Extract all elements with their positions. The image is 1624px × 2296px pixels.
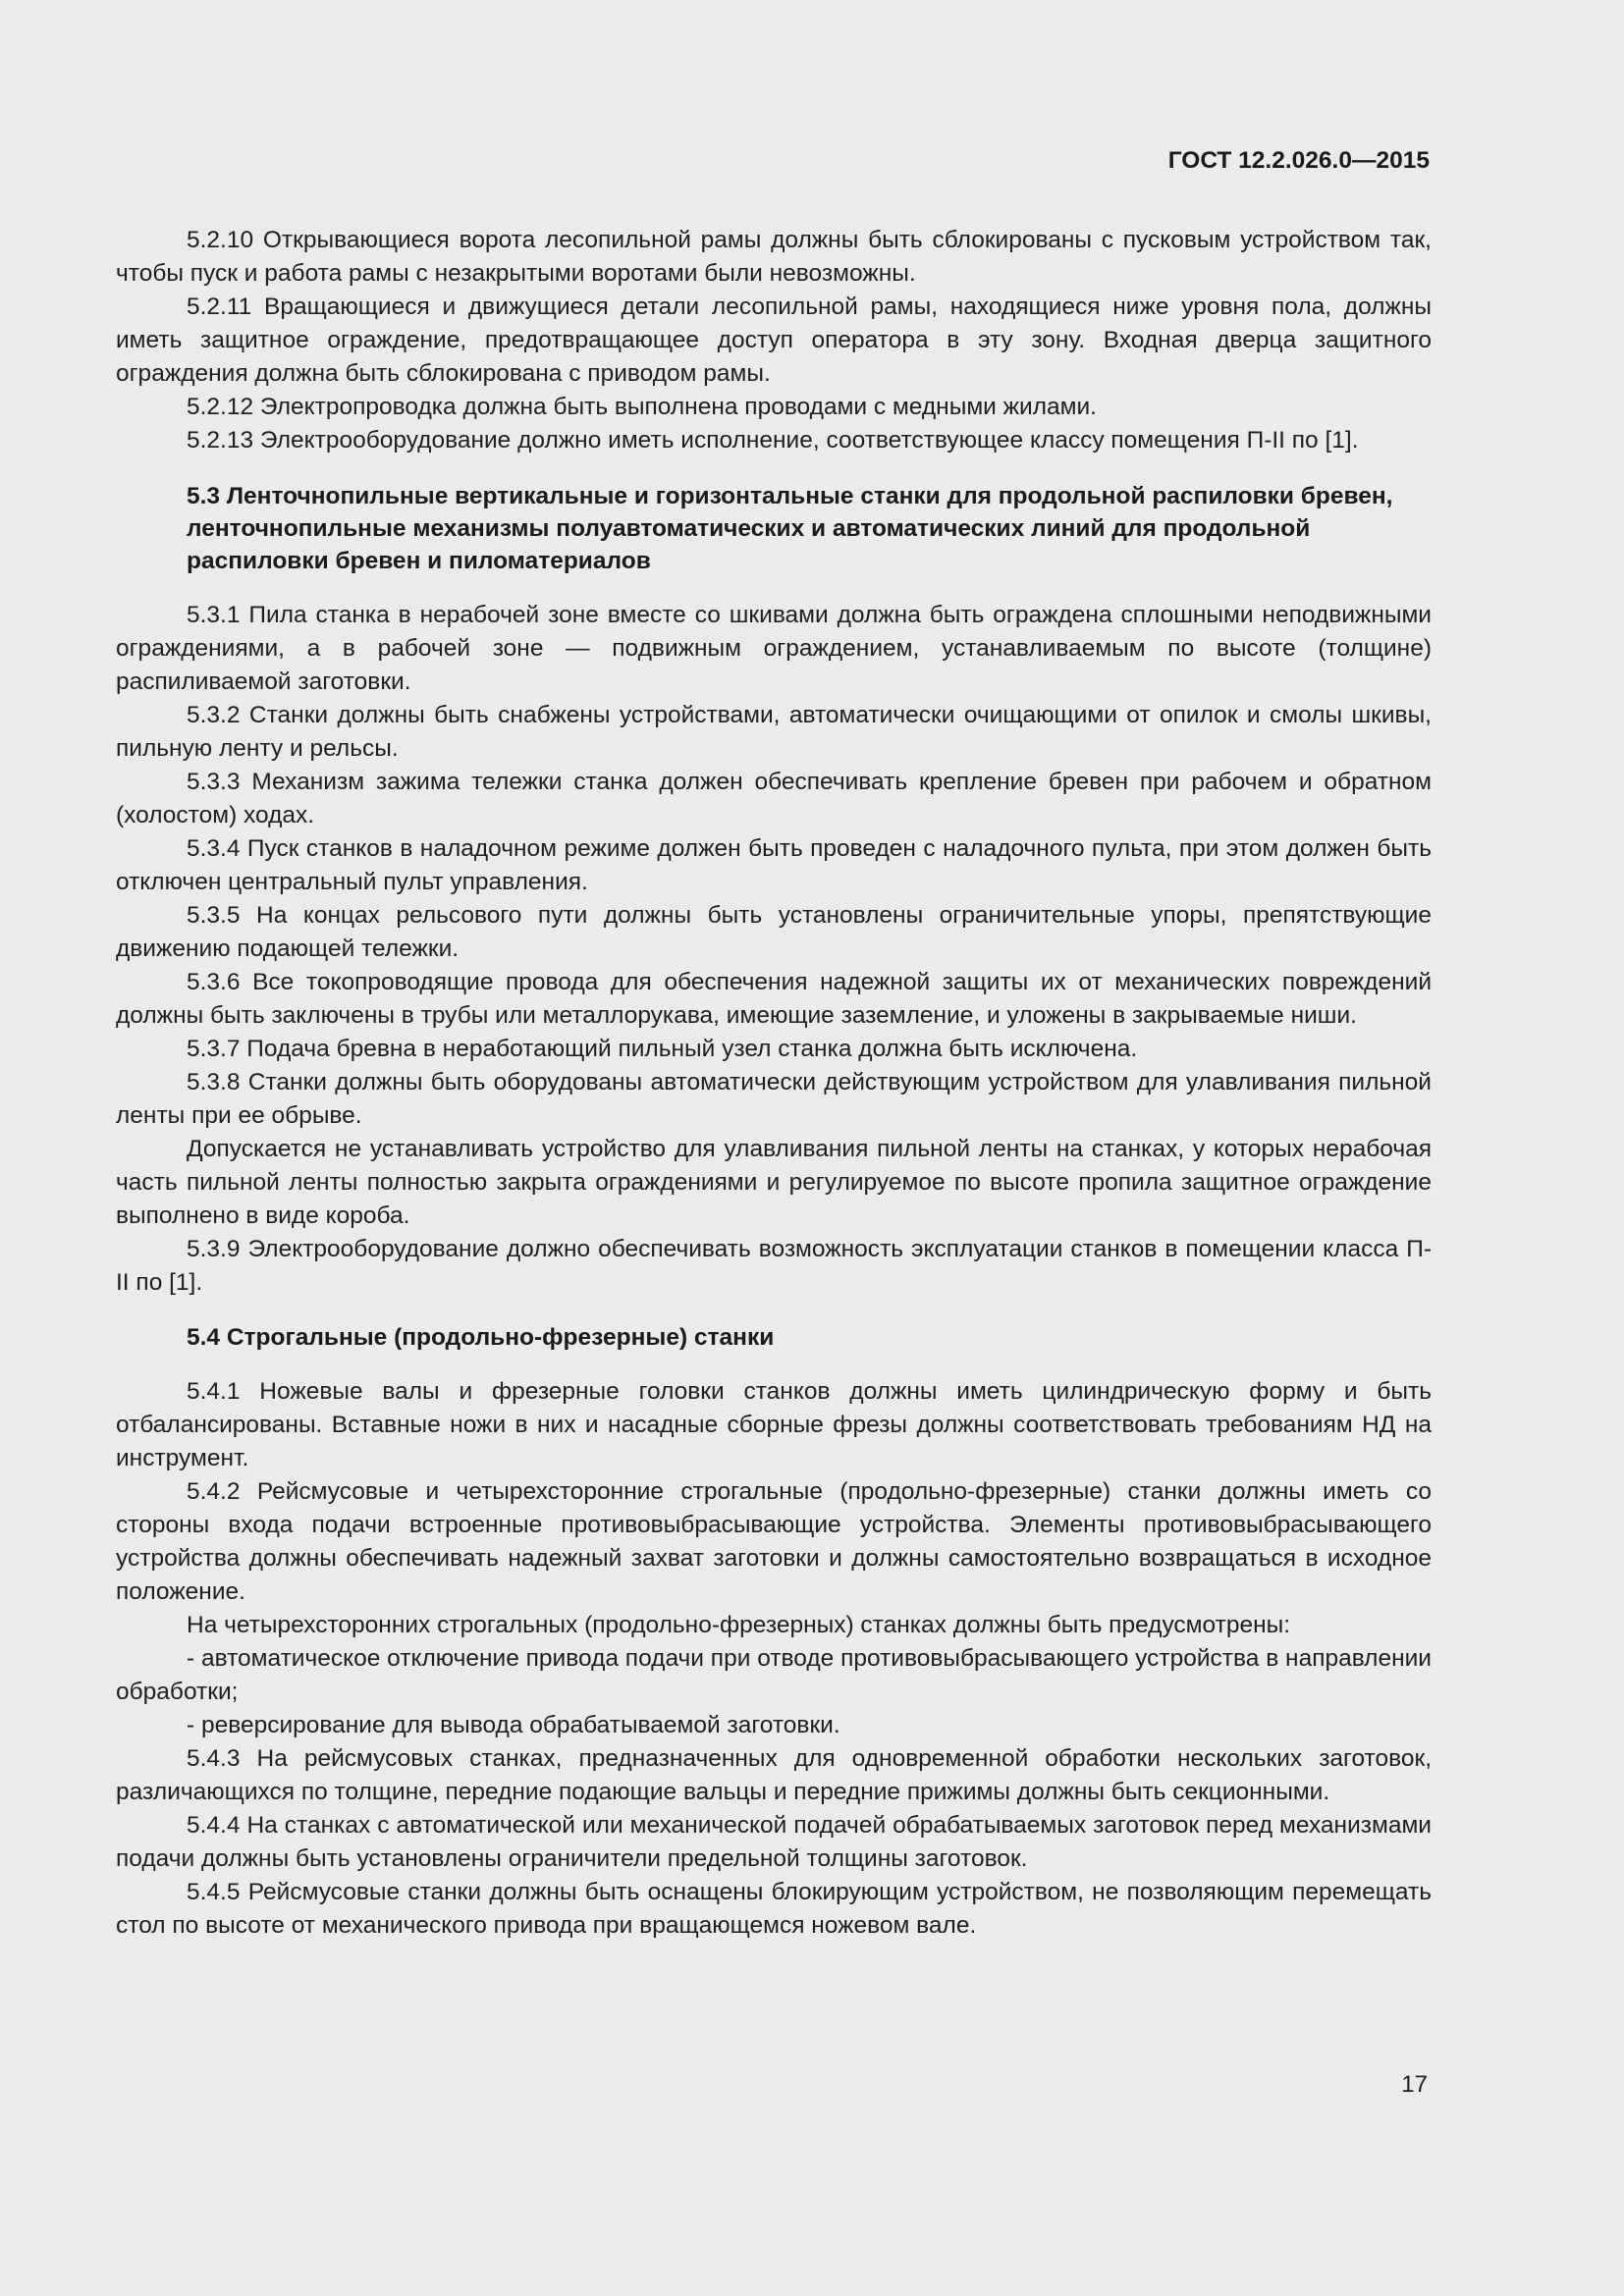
paragraph-5-3-3: 5.3.3 Механизм зажима тележки станка должен обеспечивать крепление бревен при рабочем и обратном (холостом) ходах. (116, 769, 1432, 828)
paragraph-5-3-8: 5.3.8 Станки должны быть оборудованы автоматически действующим устройством для улавливания пильной ленты при ее обрыве. (116, 1069, 1432, 1129)
paragraph-5-3-8-note: Допускается не устанавливать устройство для улавливания пильной ленты на станках, у которых нерабочая часть пильной ленты полностью закрыта ограждениями и регулируемое по высоте пропила защитное ограждение выполнено в виде короба. (116, 1136, 1432, 1229)
document-body (116, 224, 1432, 1943)
paragraph-5-3-6: 5.3.6 Все токопроводящие провода для обеспечения надежной защиты их от механических повреждений должны быть заключены в трубы или металлорукава, имеющие заземление, и уложены в закрываемые ниши. (116, 969, 1432, 1029)
paragraph-5-3-5: 5.3.5 На концах рельсового пути должны быть установлены ограничительные упоры, препятствующие движению подающей тележки. (116, 902, 1432, 962)
paragraph-5-2-13: 5.2.13 Электрооборудование должно иметь исполнение, соответствующее классу помещения П-II по [1]. (187, 427, 1359, 454)
paragraph-5-4-2: 5.4.2 Рейсмусовые и четырехсторонние строгальные (продольно-фрезерные) станки должны иметь со стороны входа подачи встроенные противовыбрасывающие устройства. Элементы противовыбрасывающего устройства должны обеспечивать надежный захват заготовки и должны самостоятельно возвращаться в исходное положение. (116, 1478, 1432, 1605)
paragraph-5-2-10: 5.2.10 Открывающиеся ворота лесопильной рамы должны быть сблокированы с пусковым устройством так, чтобы пуск и работа рамы с незакрытыми воротами были невозможны. (116, 227, 1432, 287)
paragraph-5-3-7: 5.3.7 Подача бревна в неработающий пильный узел станка должна быть исключена. (187, 1036, 1138, 1062)
paragraph-5-4-3: 5.4.3 На рейсмусовых станках, предназначенных для одновременной обработки нескольких заготовок, различающихся по толщине, передние подающие вальцы и передние прижимы должны быть секционными. (116, 1745, 1432, 1805)
page-number: 17 (1401, 2071, 1428, 2098)
paragraph-5-2-12: 5.2.12 Электропроводка должна быть выполнена проводами с медными жилами. (187, 394, 1097, 420)
paragraph-5-4-5: 5.4.5 Рейсмусовые станки должны быть оснащены блокирующим устройством, не позволяющим перемещать стол по высоте от механического привода при вращающемся ножевом вале. (116, 1879, 1432, 1939)
paragraph-5-3-2: 5.3.2 Станки должны быть снабжены устройствами, автоматически очищающими от опилок и смолы шкивы, пильную ленту и рельсы. (116, 702, 1432, 762)
paragraph-5-4-4: 5.4.4 На станках с автоматической или механической подачей обрабатываемых заготовок перед механизмами подачи должны быть установлены ограничители предельной толщины заготовок. (116, 1812, 1432, 1872)
section-heading-5-3: 5.3 Ленточнопильные вертикальные и горизонтальные станки для продольной распиловки бревен, ленточнопильные механизмы полуавтоматических и автоматических линий для продольной распиловки бревен и пиломатериалов (187, 483, 1393, 574)
list-item: - автоматическое отключение привода подачи при отводе противовыбрасывающего устройства в направлении обработки; (116, 1645, 1432, 1705)
paragraph-5-3-9: 5.3.9 Электрооборудование должно обеспечивать возможность эксплуатации станков в помещении класса П-II по [1]. (116, 1236, 1432, 1296)
section-heading-5-4: 5.4 Строгальные (продольно-фрезерные) станки (187, 1324, 775, 1351)
list-item: - реверсирование для вывода обрабатываемой заготовки. (187, 1712, 840, 1738)
paragraph-5-4-1: 5.4.1 Ножевые валы и фрезерные головки станков должны иметь цилиндрическую форму и быть отбалансированы. Вставные ножи в них и насадные сборные фрезы должны соответствовать требованиям НД на инструмент. (116, 1378, 1432, 1471)
document-header: ГОСТ 12.2.026.0—2015 (1167, 147, 1430, 174)
paragraph-5-3-4: 5.3.4 Пуск станков в наладочном режиме должен быть проведен с наладочного пульта, при этом должен быть отключен центральный пульт управления. (116, 835, 1432, 895)
paragraph-5-3-1: 5.3.1 Пила станка в нерабочей зоне вместе со шкивами должна быть ограждена сплошными неподвижными ограждениями, а в рабочей зоне — подвижным ограждением, устанавливаемым по высоте (толщине) распиливаемой заготовки. (116, 602, 1432, 695)
paragraph-5-4-2-list-intro: На четырехсторонних строгальных (продольно-фрезерных) станках должны быть предусмотрены: (187, 1612, 1291, 1638)
paragraph-5-2-11: 5.2.11 Вращающиеся и движущиеся детали лесопильной рамы, находящиеся ниже уровня пола, должны иметь защитное ограждение, предотвращающее доступ оператора в эту зону. Входная дверца защитного ограждения должна быть сблокирована с приводом рамы. (116, 294, 1432, 387)
